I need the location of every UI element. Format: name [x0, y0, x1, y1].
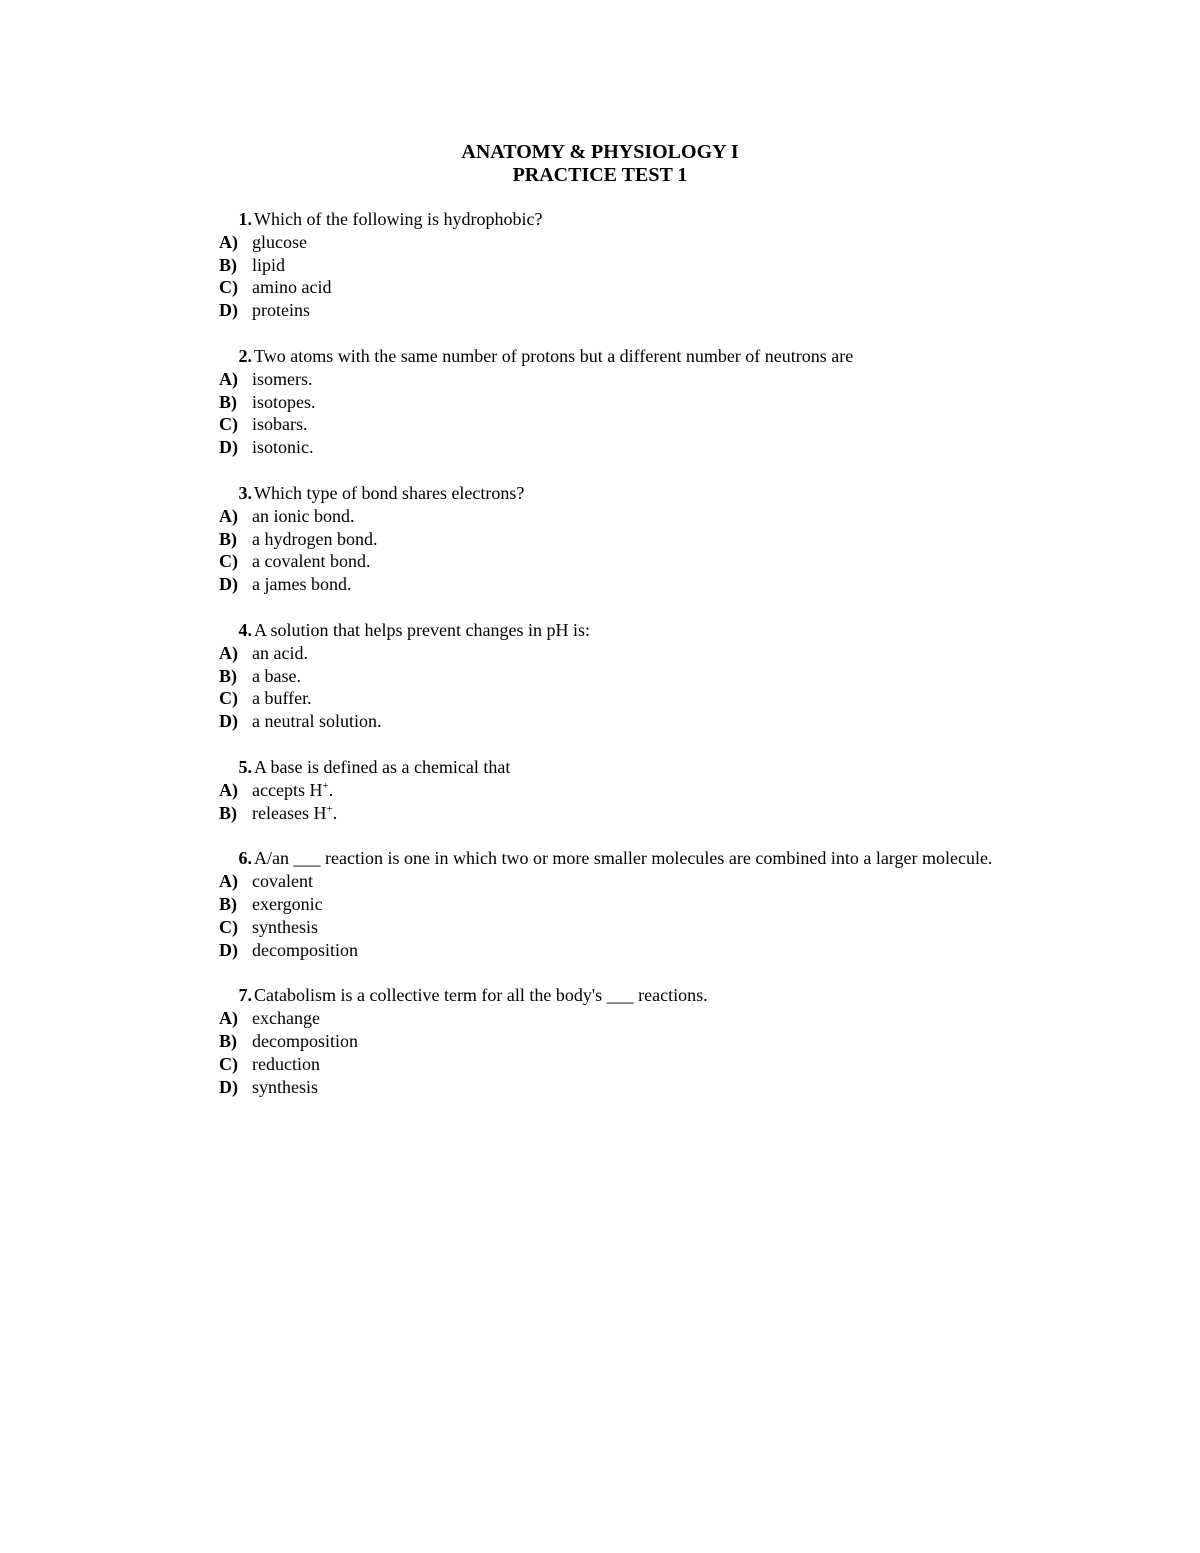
question-stem-line [219, 345, 1119, 368]
answer-option [219, 368, 1119, 391]
option-letter: C) [219, 414, 238, 435]
option-text-wrap [252, 802, 337, 825]
answer-option [219, 665, 1119, 688]
option-text: synthesis [252, 1076, 319, 1097]
option-text: synthesis [252, 916, 319, 937]
option-text-wrap [252, 687, 312, 710]
superscript-charge: + [322, 779, 329, 792]
option-letter: B) [219, 665, 237, 686]
option-letter: A) [219, 1008, 238, 1029]
answer-option [219, 231, 1119, 254]
answer-option [219, 1007, 1119, 1030]
answer-option [219, 687, 1119, 710]
question-stem-line [219, 208, 1119, 231]
option-letter: A) [219, 871, 238, 892]
option-letter: C) [219, 277, 238, 298]
answer-option [219, 802, 1119, 825]
answer-option [219, 642, 1119, 665]
option-suffix: . [332, 802, 338, 823]
question-stem-line [219, 984, 1119, 1007]
option-text: decomposition [252, 1030, 358, 1051]
option-letter: A) [219, 642, 238, 663]
option-text-wrap [252, 573, 351, 596]
question-stem: Which of the following is hydrophobic? [254, 209, 543, 229]
option-letter: A) [219, 505, 238, 526]
answer-option [219, 779, 1119, 802]
option-text: amino acid [252, 277, 332, 298]
question-number: 1. [238, 209, 252, 229]
option-text: isotonic. [252, 437, 314, 458]
option-text-wrap [252, 528, 377, 551]
question-number: 7. [238, 985, 252, 1006]
question-4 [219, 619, 1119, 733]
option-text: releases H [252, 802, 327, 823]
option-letter: A) [219, 231, 238, 252]
answer-option [219, 276, 1119, 299]
answer-option [219, 1076, 1119, 1099]
question-2 [219, 345, 1119, 459]
question-number: 5. [238, 756, 252, 777]
title-line-test: PRACTICE TEST 1 [512, 164, 688, 186]
question-stem: A base is defined as a chemical that [254, 756, 511, 777]
option-text: decomposition [252, 939, 358, 960]
option-text-wrap [252, 779, 333, 802]
option-text: accepts H [252, 779, 323, 800]
question-number: 4. [238, 619, 252, 640]
answer-option [219, 870, 1119, 893]
option-text-wrap [252, 254, 285, 277]
answer-option [219, 893, 1119, 916]
answer-option [219, 550, 1119, 573]
option-letter: D) [219, 437, 238, 458]
option-letter: B) [219, 893, 237, 914]
question-number: 3. [238, 482, 252, 503]
option-text-wrap [252, 550, 370, 573]
option-text: lipid [252, 254, 286, 275]
option-suffix: . [328, 779, 334, 800]
option-text: an acid. [252, 642, 308, 663]
answer-option [219, 573, 1119, 596]
answer-option [219, 1030, 1119, 1053]
option-text-wrap [252, 642, 308, 665]
answer-option [219, 916, 1119, 939]
option-letter: D) [219, 939, 238, 960]
option-text: exergonic [252, 893, 323, 914]
option-letter: C) [219, 688, 238, 709]
question-7 [219, 984, 1119, 1098]
option-letter: B) [219, 391, 237, 412]
answer-option [219, 505, 1119, 528]
question-number: 2. [238, 345, 252, 366]
option-text: proteins [252, 300, 310, 321]
option-letter: D) [219, 711, 238, 732]
option-text-wrap [252, 893, 323, 916]
document-title [0, 141, 1200, 187]
option-text-wrap [252, 436, 314, 459]
answer-option [219, 299, 1119, 322]
question-stem: Catabolism is a collective term for all the body's ___ reactions. [254, 985, 708, 1006]
option-text-wrap [252, 505, 354, 528]
option-text: reduction [252, 1053, 320, 1074]
option-text: an ionic bond. [252, 505, 355, 526]
option-letter: A) [219, 368, 238, 389]
answer-option [219, 391, 1119, 414]
option-text: a james bond. [252, 574, 352, 595]
option-text-wrap [252, 870, 313, 893]
question-stem-line [219, 756, 1119, 779]
question-stem: Two atoms with the same number of protons but a different number of neutrons are [254, 345, 854, 366]
answer-option [219, 710, 1119, 733]
option-letter: C) [219, 551, 238, 572]
option-text: a hydrogen bond. [252, 528, 378, 549]
option-text-wrap [252, 413, 308, 436]
option-text-wrap [252, 276, 331, 299]
option-text-wrap [252, 391, 316, 414]
option-letter: C) [219, 916, 238, 937]
answer-option [219, 528, 1119, 551]
option-letter: C) [219, 1053, 238, 1074]
answer-option [219, 436, 1119, 459]
answer-option [219, 413, 1119, 436]
superscript-charge: + [326, 802, 333, 815]
question-3 [219, 482, 1119, 596]
question-stem: A solution that helps prevent changes in pH is: [254, 619, 590, 640]
question-5 [219, 756, 1119, 824]
option-letter: A) [219, 779, 238, 800]
question-number: 6. [238, 848, 252, 869]
option-letter: B) [219, 528, 237, 549]
option-text: a covalent bond. [252, 551, 371, 572]
question-stem-line [219, 482, 1119, 505]
option-text: exchange [252, 1008, 320, 1029]
option-text: a base. [252, 665, 301, 686]
option-text: isotopes. [252, 391, 316, 412]
option-text: a buffer. [252, 688, 312, 709]
question-6 [219, 847, 1119, 961]
option-letter: D) [219, 1076, 238, 1097]
question-list [219, 208, 1119, 1121]
option-text-wrap [252, 231, 307, 254]
answer-option [219, 254, 1119, 277]
option-text-wrap [252, 1076, 318, 1099]
question-stem: A/an ___ reaction is one in which two or more smaller molecules are combined into a larger molecule. [254, 848, 993, 869]
option-text-wrap [252, 1030, 358, 1053]
option-text: glucose [252, 231, 307, 252]
answer-option [219, 1053, 1119, 1076]
option-text-wrap [252, 1053, 320, 1076]
option-letter: D) [219, 300, 238, 321]
option-text-wrap [252, 710, 381, 733]
question-stem-line [219, 847, 1119, 870]
option-text-wrap [252, 1007, 320, 1030]
option-letter: D) [219, 574, 238, 595]
option-letter: B) [219, 802, 237, 823]
title-line-course: ANATOMY & PHYSIOLOGY I [461, 141, 739, 163]
option-text-wrap [252, 368, 313, 391]
option-text-wrap [252, 939, 358, 962]
option-text-wrap [252, 916, 318, 939]
answer-option [219, 939, 1119, 962]
option-text: isomers. [252, 368, 313, 389]
option-text: covalent [252, 871, 313, 892]
option-text-wrap [252, 665, 301, 688]
option-text-wrap [252, 299, 310, 322]
question-stem: Which type of bond shares electrons? [254, 482, 525, 503]
option-letter: B) [219, 254, 237, 275]
question-stem-line [219, 619, 1119, 642]
option-letter: B) [219, 1030, 237, 1051]
option-text: isobars. [252, 414, 308, 435]
option-text: a neutral solution. [252, 711, 382, 732]
question-1 [219, 208, 1119, 322]
